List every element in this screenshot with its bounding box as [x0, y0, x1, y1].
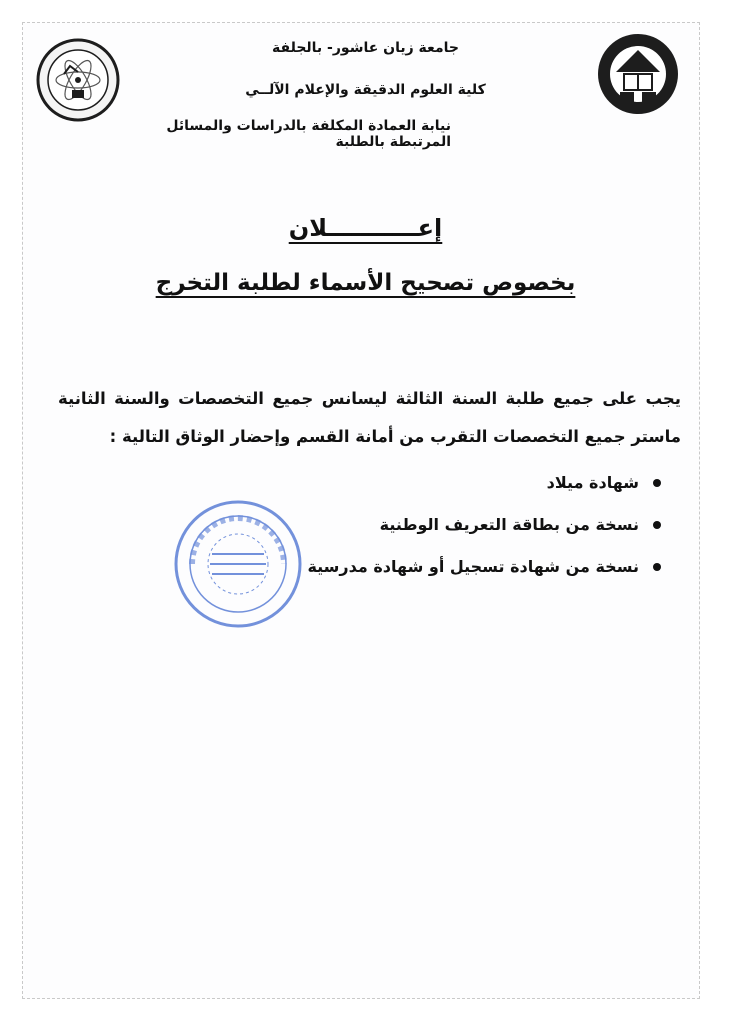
required-documents-list: [307, 468, 661, 594]
deanery-name: نيابة العمادة المكلفة بالدراسات والمسائل المرتبطة بالطلبة: [166, 118, 451, 150]
announcement-subtitle: [0, 270, 731, 296]
university-name: جامعة زيان عاشور- بالجلفة: [272, 40, 459, 56]
official-stamp-icon: [172, 498, 304, 630]
instructions-paragraph: يجب على جميع طلبة السنة الثالثة ليسانس جميع التخصصات والسنة الثانية ماستر جميع التخصصات التقرب من أمانة القسم وإحضار الوثاق التالية :: [58, 389, 681, 446]
document-label: شهادة ميلاد: [546, 473, 639, 492]
document-label: نسخة من شهادة تسجيل أو شهادة مدرسية: [307, 557, 639, 576]
announcement-subtitle-text: بخصوص تصحيح الأسماء لطلبة التخرج: [155, 270, 576, 296]
list-item: [307, 468, 661, 510]
faculty-name: كلية العلوم الدقيقة والإعلام الآلــي: [245, 82, 486, 98]
bullet-icon: [653, 563, 661, 571]
announcement-title-text: إعـــــــــــلان: [288, 214, 443, 242]
list-item: [307, 510, 661, 552]
list-item: [307, 552, 661, 594]
document-label: نسخة من بطاقة التعريف الوطنية: [379, 515, 639, 534]
bullet-icon: [653, 521, 661, 529]
bullet-icon: [653, 479, 661, 487]
announcement-title: [0, 214, 731, 242]
